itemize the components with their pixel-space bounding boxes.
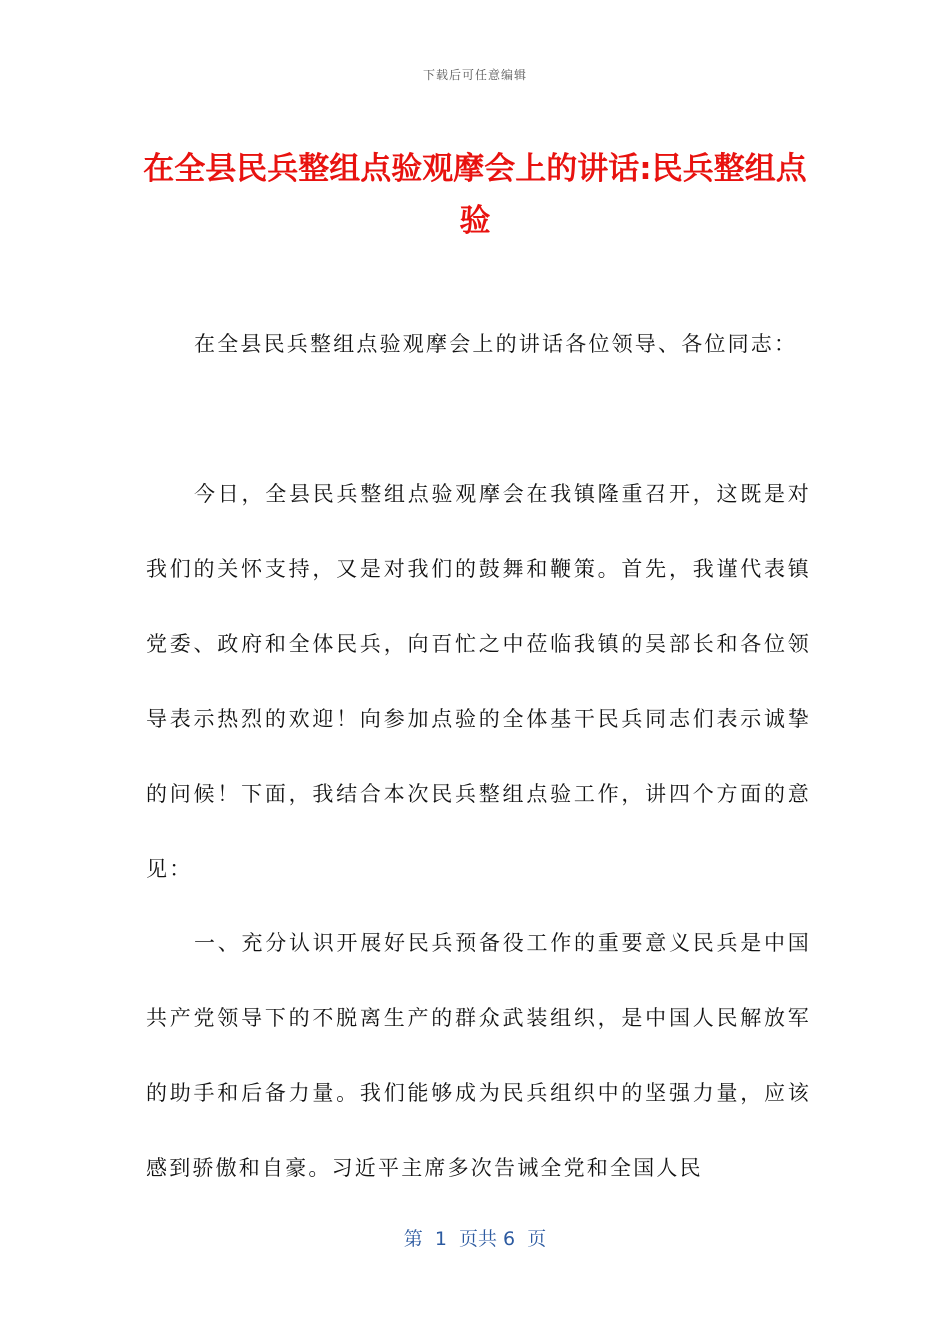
document-title: 在全县民兵整组点验观摩会上的讲话:民兵整组点验 <box>143 151 807 239</box>
body-paragraph-1: 今日，全县民兵整组点验观摩会在我镇隆重召开，这既是对我们的关怀支持，又是对我们的鼓舞和鞭策。首先，我谨代表镇党委、政府和全体民兵，向百忙之中莅临我镇的吴部长和各位领导表示热烈的欢迎！向参加点验的全体基干民兵同志们表示诚挚的问候！下面，我结合本次民兵整组点验工作，讲四个方面的意见： <box>146 482 811 881</box>
salutation: 在全县民兵整组点验观摩会上的讲话各位领导、各位同志： <box>194 332 798 356</box>
page-header-note: 下载后可任意编辑 <box>422 68 527 82</box>
body-paragraph-2: 一、充分认识开展好民兵预备役工作的重要意义民兵是中国共产党领导下的不脱离生产的群众武装组织，是中国人民解放军的助手和后备力量。我们能够成为民兵组织中的坚强力量，应该感到骄傲和自豪。习近平主席多次告诫全党和全国人民 <box>146 931 811 1180</box>
page-number-footer: 第 1 页共 6 页 <box>403 1228 547 1250</box>
